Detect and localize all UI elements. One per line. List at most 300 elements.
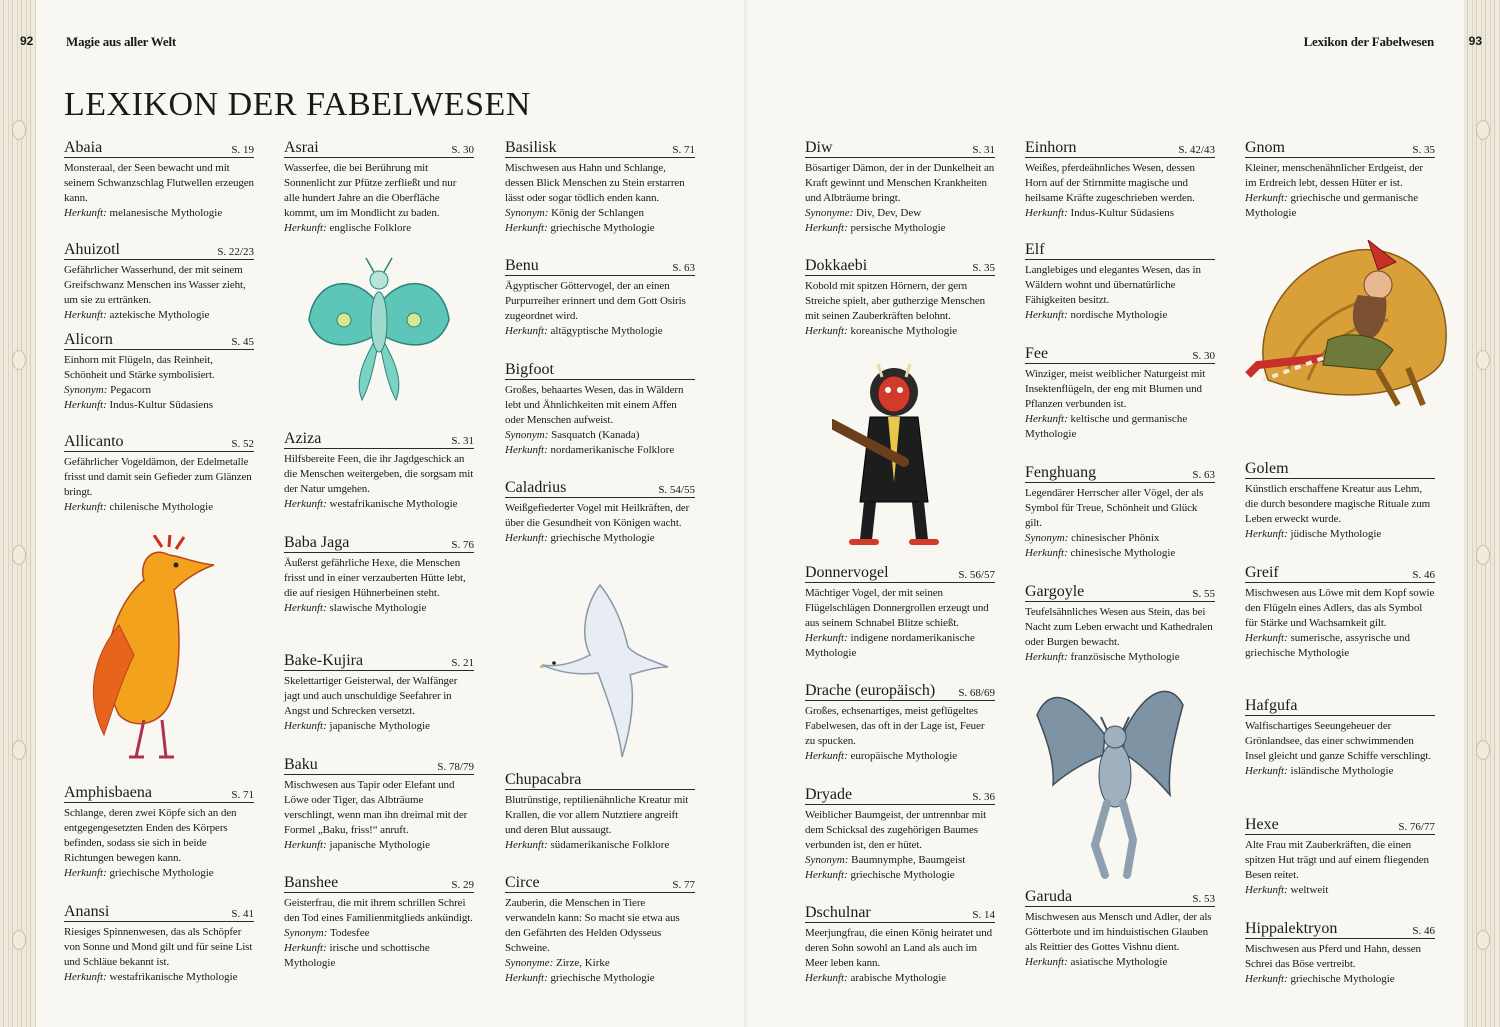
lexicon-entry — [1245, 565, 1435, 661]
entry-description: Kleiner, menschenähnlicher Erdgeist, der im Erdreich lebt, dessen Hüter er ist. — [1245, 162, 1423, 189]
entry-name: Garuda — [1025, 888, 1073, 905]
entry-origin — [1245, 631, 1435, 661]
entry-origin — [805, 971, 995, 986]
entry-origin — [1025, 308, 1215, 323]
lexicon-entry — [284, 757, 474, 853]
entry-header — [64, 434, 254, 452]
origin-value: sumerische, assyrische und griechische Mythologie — [1245, 632, 1410, 659]
entry-origin — [1025, 955, 1215, 970]
entry-origin — [1025, 650, 1215, 665]
left-page-border — [0, 0, 36, 1027]
lexicon-entry — [64, 785, 254, 881]
border-ornament — [12, 545, 26, 565]
synonym-label: Synonym: — [1025, 532, 1069, 544]
border-ornament — [1476, 545, 1490, 565]
entry-origin — [1025, 412, 1215, 442]
border-ornament — [12, 350, 26, 370]
entry-page-ref: S. 46 — [1412, 925, 1435, 937]
origin-value: chinesische Mythologie — [1070, 547, 1176, 559]
lexicon-entry — [1245, 140, 1435, 221]
entry-origin — [64, 308, 254, 323]
entry-origin — [284, 838, 474, 853]
entry-header — [1025, 346, 1215, 364]
synonym-value: Baumnymphe, Baumgeist — [851, 854, 966, 866]
lexicon-entry — [1025, 242, 1215, 323]
entry-header — [805, 140, 995, 158]
entry-description: Alte Frau mit Zauberkräften, die einen spitzen Hut trägt und auf einem fliegenden Besen reitet. — [1245, 839, 1429, 881]
entry-name: Abaia — [64, 139, 103, 156]
origin-label: Herkunft: — [805, 222, 848, 234]
entry-header — [805, 905, 995, 923]
origin-value: chilenische Mythologie — [109, 501, 214, 513]
origin-label: Herkunft: — [284, 839, 327, 851]
entry-origin — [1245, 764, 1435, 779]
entry-page-ref: S. 36 — [972, 791, 995, 803]
origin-label: Herkunft: — [1245, 884, 1288, 896]
origin-value: weltweit — [1290, 884, 1329, 896]
dokkaebi-goblin-icon — [832, 362, 952, 552]
gargoyle-icon — [1035, 675, 1185, 885]
lexicon-entry — [805, 258, 995, 339]
entry-name: Golem — [1245, 460, 1289, 477]
origin-label: Herkunft: — [64, 309, 107, 321]
entry-origin — [284, 941, 474, 971]
entry-description: Blutrünstige, reptilienähnliche Kreatur mit Krallen, die vor allem Nutztiere angreift und deren Blut aussaugt. — [505, 794, 689, 836]
entry-origin — [505, 971, 695, 986]
origin-value: westafrikanische Mythologie — [329, 498, 458, 510]
entry-name: Baba Jaga — [284, 534, 350, 551]
border-ornament — [12, 120, 26, 140]
entry-name: Allicanto — [64, 433, 124, 450]
entry-description: Mischwesen aus Hahn und Schlange, dessen Blick Menschen zu Stein erstarren lässt oder sogar tödlich enden kann. — [505, 162, 685, 204]
entry-origin — [505, 838, 695, 853]
border-ornament — [12, 930, 26, 950]
entry-description: Hilfsbereite Feen, die ihr Jagdgeschick an die Menschen weitergeben, die sorgsam mit der Natur umgehen. — [284, 453, 474, 495]
origin-label: Herkunft: — [505, 532, 548, 544]
running-head: Magie aus aller Welt — [66, 34, 176, 49]
origin-value: jüdische Mythologie — [1290, 528, 1382, 540]
origin-value: asiatische Mythologie — [1070, 956, 1168, 968]
entry-description: Großes, echsenartiges, meist geflügeltes Fabelwesen, das oft in der Lage ist, Feuer zu spucken. — [805, 705, 985, 747]
white-bird-icon — [540, 575, 670, 760]
origin-value: Indus-Kultur Südasiens — [1070, 207, 1175, 219]
entry-description: Skelettartiger Geisterwal, der Walfänger jagt und auch unschuldige Seefahrer in Angst und Schrecken versetzt. — [284, 675, 458, 717]
entry-header — [284, 757, 474, 775]
lexicon-entry — [284, 535, 474, 616]
entry-name: Caladrius — [505, 479, 567, 496]
lexicon-entry — [1025, 346, 1215, 442]
origin-value: japanische Mythologie — [329, 720, 431, 732]
entry-page-ref: S. 54/55 — [658, 484, 695, 496]
entry-header — [1245, 140, 1435, 158]
entry-description: Walfischartiges Seeungeheuer der Grönlandsee, das einer schwimmenden Insel gleicht und ganze Schiffe verschlingt. — [1245, 720, 1432, 762]
origin-value: persische Mythologie — [850, 222, 946, 234]
lexicon-entry — [505, 258, 695, 339]
origin-label: Herkunft: — [1025, 207, 1068, 219]
entry-name: Hafgufa — [1245, 697, 1298, 714]
origin-label: Herkunft: — [64, 501, 107, 513]
origin-label: Herkunft: — [284, 720, 327, 732]
origin-value: griechische Mythologie — [109, 867, 214, 879]
entry-header — [1025, 889, 1215, 907]
origin-label: Herkunft: — [505, 444, 548, 456]
origin-value: altägyptische Mythologie — [550, 325, 663, 337]
entry-name: Banshee — [284, 874, 339, 891]
entry-description: Großes, behaartes Wesen, das in Wäldern lebt und Ähnlichkeiten mit einem Affen oder Menschen aufweist. — [505, 384, 684, 426]
entry-page-ref: S. 42/43 — [1178, 144, 1215, 156]
entry-description: Künstlich erschaffene Kreatur aus Lehm, die durch besondere magische Rituale zum Leben erweckt wurde. — [1245, 483, 1431, 525]
lexicon-entry — [505, 480, 695, 546]
origin-label: Herkunft: — [805, 325, 848, 337]
entry-name: Gargoyle — [1025, 583, 1085, 600]
origin-label: Herkunft: — [805, 632, 848, 644]
entry-page-ref: S. 30 — [451, 144, 474, 156]
lexicon-entry — [505, 875, 695, 986]
origin-value: isländische Mythologie — [1290, 765, 1394, 777]
origin-value: griechische Mythologie — [1290, 973, 1395, 985]
entry-synonym — [805, 206, 995, 221]
lexicon-entry — [505, 362, 695, 458]
lexicon-entry — [1245, 817, 1435, 898]
origin-label: Herkunft: — [284, 942, 327, 954]
origin-label: Herkunft: — [1025, 413, 1068, 425]
origin-value: griechische Mythologie — [550, 222, 655, 234]
synonym-label: Synonym: — [805, 854, 849, 866]
phoenix-bird-icon — [74, 535, 224, 765]
entry-origin — [64, 398, 254, 413]
entry-header — [805, 565, 995, 583]
entry-description: Meerjungfrau, die einen König heiratet und deren Sohn sowohl an Land als auch im Meer leben kann. — [805, 927, 993, 969]
entry-page-ref: S. 68/69 — [958, 687, 995, 699]
lexicon-entry — [64, 242, 254, 323]
entry-origin — [64, 970, 254, 985]
lexicon-entry — [1245, 921, 1435, 987]
origin-value: koreanische Mythologie — [850, 325, 958, 337]
entry-origin — [1245, 191, 1435, 221]
origin-value: englische Folklore — [329, 222, 412, 234]
border-ornament — [1476, 930, 1490, 950]
entry-origin — [1245, 972, 1435, 987]
origin-label: Herkunft: — [1245, 765, 1288, 777]
origin-label: Herkunft: — [1245, 632, 1288, 644]
entry-description: Winziger, meist weiblicher Naturgeist mit Insektenflügeln, der eng mit Blumen und Pflanzen verbunden ist. — [1025, 368, 1206, 410]
border-ornament — [12, 740, 26, 760]
entry-page-ref: S. 29 — [451, 879, 474, 891]
lexicon-entry — [505, 140, 695, 236]
entry-name: Ahuizotl — [64, 241, 120, 258]
entry-name: Basilisk — [505, 139, 557, 156]
origin-value: indigene nordamerikanische Mythologie — [805, 632, 975, 659]
lexicon-entry — [284, 653, 474, 734]
entry-header — [505, 362, 695, 380]
entry-origin — [64, 500, 254, 515]
entry-synonym — [505, 206, 695, 221]
entry-synonym — [284, 926, 474, 941]
synonym-value: Pegacorn — [110, 384, 152, 396]
origin-label: Herkunft: — [805, 869, 848, 881]
entry-header — [805, 787, 995, 805]
origin-value: französische Mythologie — [1070, 651, 1180, 663]
entry-header — [1245, 565, 1435, 583]
origin-value: europäische Mythologie — [850, 750, 958, 762]
entry-header — [64, 332, 254, 350]
entry-header — [64, 140, 254, 158]
origin-label: Herkunft: — [1245, 528, 1288, 540]
entry-description: Ägyptischer Göttervogel, der an einen Purpurreiher erinnert und dem Gott Osiris zugeordnet wird. — [505, 280, 686, 322]
entry-header — [505, 140, 695, 158]
entry-header — [64, 242, 254, 260]
entry-page-ref: S. 56/57 — [958, 569, 995, 581]
page-title: LEXIKON DER FABELWESEN — [64, 86, 531, 123]
entry-name: Circe — [505, 874, 540, 891]
entry-header — [1245, 921, 1435, 939]
entry-page-ref: S. 63 — [672, 262, 695, 274]
entry-name: Fee — [1025, 345, 1049, 362]
synonym-value: Sasquatch (Kanada) — [551, 429, 640, 441]
origin-label: Herkunft: — [64, 399, 107, 411]
entry-name: Einhorn — [1025, 139, 1077, 156]
entry-page-ref: S. 77 — [672, 879, 695, 891]
entry-header — [284, 535, 474, 553]
lexicon-entry — [805, 140, 995, 236]
entry-name: Hippalektryon — [1245, 920, 1338, 937]
entry-origin — [64, 866, 254, 881]
entry-page-ref: S. 63 — [1192, 469, 1215, 481]
entry-header — [1245, 698, 1435, 716]
entry-synonym — [505, 956, 695, 971]
entry-description: Weiblicher Baumgeist, der untrennbar mit dem Schicksal des zugehörigen Baumes verbunden ist, den er hütet. — [805, 809, 987, 851]
entry-name: Fenghuang — [1025, 464, 1097, 481]
entry-name: Aziza — [284, 430, 322, 447]
entry-page-ref: S. 45 — [231, 336, 254, 348]
entry-header — [284, 875, 474, 893]
origin-value: nordamerikanische Folklore — [550, 444, 675, 456]
entry-origin — [805, 749, 995, 764]
entry-name: Diw — [805, 139, 833, 156]
entry-synonym — [805, 853, 995, 868]
entry-origin — [284, 601, 474, 616]
origin-value: griechische und germanische Mythologie — [1245, 192, 1419, 219]
origin-label: Herkunft: — [505, 325, 548, 337]
lexicon-entry — [505, 772, 695, 853]
origin-label: Herkunft: — [505, 222, 548, 234]
entry-page-ref: S. 76/77 — [1398, 821, 1435, 833]
entry-name: Dokkaebi — [805, 257, 868, 274]
origin-label: Herkunft: — [1025, 547, 1068, 559]
entry-origin — [64, 206, 254, 221]
synonym-label: Synonym: — [505, 207, 549, 219]
entry-synonym — [1025, 531, 1215, 546]
origin-value: arabische Mythologie — [850, 972, 947, 984]
entry-name: Elf — [1025, 241, 1045, 258]
entry-name: Bake-Kujira — [284, 652, 364, 669]
origin-value: slawische Mythologie — [329, 602, 427, 614]
origin-value: aztekische Mythologie — [109, 309, 210, 321]
entry-page-ref: S. 46 — [1412, 569, 1435, 581]
entry-origin — [505, 221, 695, 236]
entry-header — [284, 431, 474, 449]
lexicon-entry — [1025, 465, 1215, 561]
entry-name: Gnom — [1245, 139, 1285, 156]
entry-name: Amphisbaena — [64, 784, 152, 801]
entry-origin — [505, 443, 695, 458]
entry-origin — [805, 631, 995, 661]
origin-value: griechische Mythologie — [550, 532, 655, 544]
origin-value: japanische Mythologie — [329, 839, 431, 851]
synonym-label: Synonym: — [64, 384, 108, 396]
origin-label: Herkunft: — [64, 867, 107, 879]
lexicon-entry — [805, 565, 995, 661]
entry-origin — [284, 719, 474, 734]
origin-value: westafrikanische Mythologie — [109, 971, 238, 983]
entry-name: Dryade — [805, 786, 853, 803]
entry-page-ref: S. 30 — [1192, 350, 1215, 362]
origin-label: Herkunft: — [64, 971, 107, 983]
entry-description: Einhorn mit Flügeln, das Reinheit, Schönheit und Stärke symbolisiert. — [64, 354, 215, 381]
right-page — [750, 0, 1500, 1027]
origin-label: Herkunft: — [1025, 651, 1068, 663]
entry-description: Langlebiges und elegantes Wesen, das in Wäldern wohnt und übernatürliche Fähigkeiten besitzt. — [1025, 264, 1201, 306]
entry-page-ref: S. 31 — [451, 435, 474, 447]
entry-synonym — [64, 383, 254, 398]
entry-header — [805, 258, 995, 276]
origin-value: Indus-Kultur Südasiens — [109, 399, 214, 411]
entry-description: Teufelsähnliches Wesen aus Stein, das bei Nacht zum Leben erwacht und Kathedralen oder Burgen bewacht. — [1025, 606, 1213, 648]
entry-name: Donnervogel — [805, 564, 889, 581]
entry-description: Bösartiger Dämon, der in der Dunkelheit an Kraft gewinnt und Menschen Krankheiten und Albträume bringt. — [805, 162, 995, 204]
entry-page-ref: S. 19 — [231, 144, 254, 156]
entry-header — [284, 653, 474, 671]
lexicon-entry — [284, 875, 474, 971]
entry-origin — [805, 324, 995, 339]
entry-description: Mächtiger Vogel, der mit seinen Flügelschlägen Donnergrollen erzeugt und aus seinem Schnabel Blitze schießt. — [805, 587, 989, 629]
origin-value: südamerikanische Folklore — [550, 839, 670, 851]
entry-origin — [1245, 527, 1435, 542]
origin-value: nordische Mythologie — [1070, 309, 1168, 321]
entry-page-ref: S. 35 — [972, 262, 995, 274]
entry-origin — [1025, 546, 1215, 561]
origin-label: Herkunft: — [1245, 192, 1288, 204]
entry-description: Riesiges Spinnenwesen, das als Schöpfer von Sonne und Mond gilt und für seine List und Schläue bekannt ist. — [64, 926, 253, 968]
origin-label: Herkunft: — [1025, 309, 1068, 321]
entry-description: Mischwesen aus Mensch und Adler, der als Götterbote und im hinduistischen Glauben als Reittier des Gottes Vishnu dient. — [1025, 911, 1212, 953]
origin-label: Herkunft: — [284, 222, 327, 234]
entry-header — [505, 258, 695, 276]
entry-origin — [505, 324, 695, 339]
sleeping-gnom-icon — [1228, 240, 1458, 415]
entry-origin — [505, 531, 695, 546]
entry-page-ref: S. 14 — [972, 909, 995, 921]
entry-name: Alicorn — [64, 331, 113, 348]
entry-origin — [284, 497, 474, 512]
entry-name: Baku — [284, 756, 318, 773]
page-number: 92 — [20, 34, 34, 48]
entry-page-ref: S. 52 — [231, 438, 254, 450]
entry-header — [505, 480, 695, 498]
entry-header — [1025, 465, 1215, 483]
origin-label: Herkunft: — [505, 972, 548, 984]
entry-origin — [1245, 883, 1435, 898]
right-page-border — [1464, 0, 1500, 1027]
entry-page-ref: S. 35 — [1412, 144, 1435, 156]
border-ornament — [1476, 120, 1490, 140]
lexicon-entry — [1245, 461, 1435, 542]
synonym-label: Synonym: — [284, 927, 328, 939]
synonym-value: Todesfee — [329, 927, 370, 939]
running-head: Lexikon der Fabelwesen — [1303, 34, 1434, 49]
entry-name: Greif — [1245, 564, 1279, 581]
origin-value: melanesische Mythologie — [109, 207, 223, 219]
synonym-value: Zirze, Kirke — [556, 957, 610, 969]
entry-name: Hexe — [1245, 816, 1279, 833]
entry-header — [64, 785, 254, 803]
entry-origin — [805, 868, 995, 883]
entry-description: Kobold mit spitzen Hörnern, der gern Streiche spielt, aber gutherzige Menschen mit seinen Zauberkräften belohnt. — [805, 280, 986, 322]
entry-origin — [284, 221, 474, 236]
entry-name: Chupacabra — [505, 771, 582, 788]
entry-description: Zauberin, die Menschen in Tiere verwandeln kann: So macht sie etwa aus den Gefährten des Helden Odysseus Schweine. — [505, 897, 680, 954]
origin-label: Herkunft: — [1245, 973, 1288, 985]
entry-name: Bigfoot — [505, 361, 554, 378]
entry-description: Wasserfee, die bei Berührung mit Sonnenlicht zur Pfütze zerfließt und nur alle hundert Jahre an die Oberfläche kommt, um im Mondlicht zu baden. — [284, 162, 457, 219]
entry-description: Gefährlicher Vogeldämon, der Edelmetalle frisst und damit sein Gefieder zum Glänzen bringt. — [64, 456, 252, 498]
entry-header — [64, 904, 254, 922]
entry-page-ref: S. 22/23 — [217, 246, 254, 258]
lexicon-entry — [805, 683, 995, 764]
lexicon-entry — [64, 434, 254, 515]
entry-description: Gefährlicher Wasserhund, der mit seinem Greifschwanz Menschen ins Wasser zieht, um sie zu ertränken. — [64, 264, 246, 306]
entry-description: Mischwesen aus Pferd und Hahn, dessen Schrei das Böse vertreibt. — [1245, 943, 1421, 970]
entry-header — [805, 683, 995, 701]
luna-moth-fairy-icon — [304, 250, 454, 415]
entry-name: Drache (europäisch) — [805, 682, 936, 699]
entry-synonym — [505, 428, 695, 443]
synonym-value: König der Schlangen — [551, 207, 644, 219]
entry-page-ref: S. 71 — [672, 144, 695, 156]
lexicon-entry — [64, 140, 254, 221]
synonym-label: Synonyme: — [805, 207, 854, 219]
lexicon-entry — [805, 787, 995, 883]
origin-value: irische und schottische Mythologie — [284, 942, 430, 969]
border-ornament — [1476, 350, 1490, 370]
entry-origin — [805, 221, 995, 236]
entry-page-ref: S. 31 — [972, 144, 995, 156]
origin-label: Herkunft: — [284, 602, 327, 614]
lexicon-entry — [64, 332, 254, 413]
entry-description: Geisterfrau, die mit ihrem schrillen Schrei den Tod eines Familienmitglieds ankündigt. — [284, 897, 473, 924]
lexicon-entry — [1025, 584, 1215, 665]
entry-description: Äußerst gefährliche Hexe, die Menschen frisst und in einer verzauberten Hütte lebt, die auf riesigen Hühnerbeinen steht. — [284, 557, 466, 599]
entry-name: Anansi — [64, 903, 110, 920]
lexicon-entry — [1025, 140, 1215, 221]
page-number: 93 — [1468, 34, 1482, 48]
synonym-value: Div, Dev, Dew — [856, 207, 922, 219]
entry-page-ref: S. 78/79 — [437, 761, 474, 773]
lexicon-entry — [284, 140, 474, 236]
origin-value: griechische Mythologie — [850, 869, 955, 881]
entry-name: Dschulnar — [805, 904, 871, 921]
origin-label: Herkunft: — [505, 839, 548, 851]
entry-header — [505, 875, 695, 893]
origin-label: Herkunft: — [1025, 956, 1068, 968]
synonym-label: Synonyme: — [505, 957, 554, 969]
lexicon-entry — [284, 431, 474, 512]
entry-page-ref: S. 55 — [1192, 588, 1215, 600]
entry-header — [1245, 461, 1435, 479]
entry-name: Benu — [505, 257, 539, 274]
lexicon-entry — [805, 905, 995, 986]
entry-header — [1245, 817, 1435, 835]
